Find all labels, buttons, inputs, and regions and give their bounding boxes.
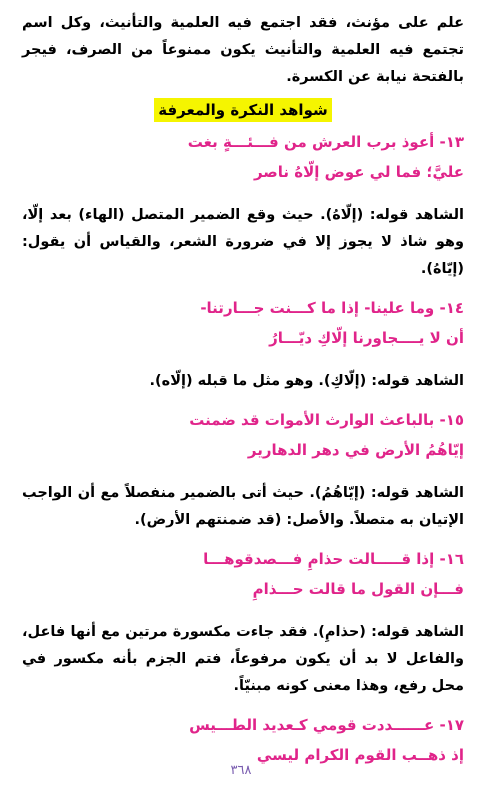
verse-second-half: فـــإن القول ما قالت حـــذامِ xyxy=(252,580,464,598)
verse-second-half: إيّاهُمُ الأرض في دهر الدهارير xyxy=(247,441,464,459)
commentary-paragraph: الشاهد قوله: (إلّاهُ). حيث وقع الضمير المتصل (الهاء) بعد إلّا، وهو شاذ لا يجوز إلا في ضرورة الشعر، والقياس أن يقول: (إيّاهُ). xyxy=(22,207,464,277)
section-heading-wrap xyxy=(22,98,464,124)
poetry-entry xyxy=(22,297,464,395)
verse-first-half: ١٧- عــــــددت قومي كـعديد الطـــيس xyxy=(189,716,464,734)
page-number: ٣٦٨ xyxy=(230,763,252,778)
verse-first-half: ١٦- إذا قـــــالت حذامِ فـــصدقوهـــا xyxy=(203,550,464,568)
commentary-paragraph: الشاهد قوله: (إيّاهُمُ). حيث أتى بالضمير منفصلاً مع أن الواجب الإتيان به متصلاً. والأصل: (قد ضمنتهم الأرض). xyxy=(22,485,464,528)
verse-first-half: ١٤- وما علينا- إذا ما كـــنت جـــارتنا- xyxy=(200,299,464,317)
section-heading: شواهد النكرة والمعرفة xyxy=(154,98,331,122)
poetry-entry xyxy=(22,714,464,766)
poetry-entry xyxy=(22,131,464,283)
poetry-entry xyxy=(22,548,464,700)
verse-first-half: ١٣- أعوذ برب العرش من فـــئـــةٍ بغت xyxy=(187,133,464,151)
verse-second-half: عليَّ؛ فما لي عوض إلّاهُ ناصر xyxy=(253,163,464,181)
commentary-paragraph: الشاهد قوله: (إلّاكِ). وهو مثل ما قبله (إلّاه). xyxy=(149,373,464,389)
verse-second-half: أن لا يــــجاورنا إلّاكِ ديّـــارُ xyxy=(269,329,464,347)
commentary-paragraph: الشاهد قوله: (حذامِ). فقد جاءت مكسورة مرتين مع أنها فاعل، والفاعل لا بد أن يكون مرفوعاً، فتم الجزم بأنه مكسور في محل رفع، وهذا معنى كونه مبنيّاً. xyxy=(22,624,464,694)
verse-second-half: إذ ذهــب القوم الكرام ليسي xyxy=(256,746,464,764)
intro-paragraph: علم على مؤنث، فقد اجتمع فيه العلمية والتأنيث، وكل اسم تجتمع فيه العلمية والتأنيث يكون ممنوعاً من الصرف، فيجر بالفتحة نيابة عن الكسرة. xyxy=(22,15,464,85)
poetry-entry xyxy=(22,409,464,534)
verse-first-half: ١٥- بالباعث الوارث الأموات قد ضمنت xyxy=(189,411,464,429)
